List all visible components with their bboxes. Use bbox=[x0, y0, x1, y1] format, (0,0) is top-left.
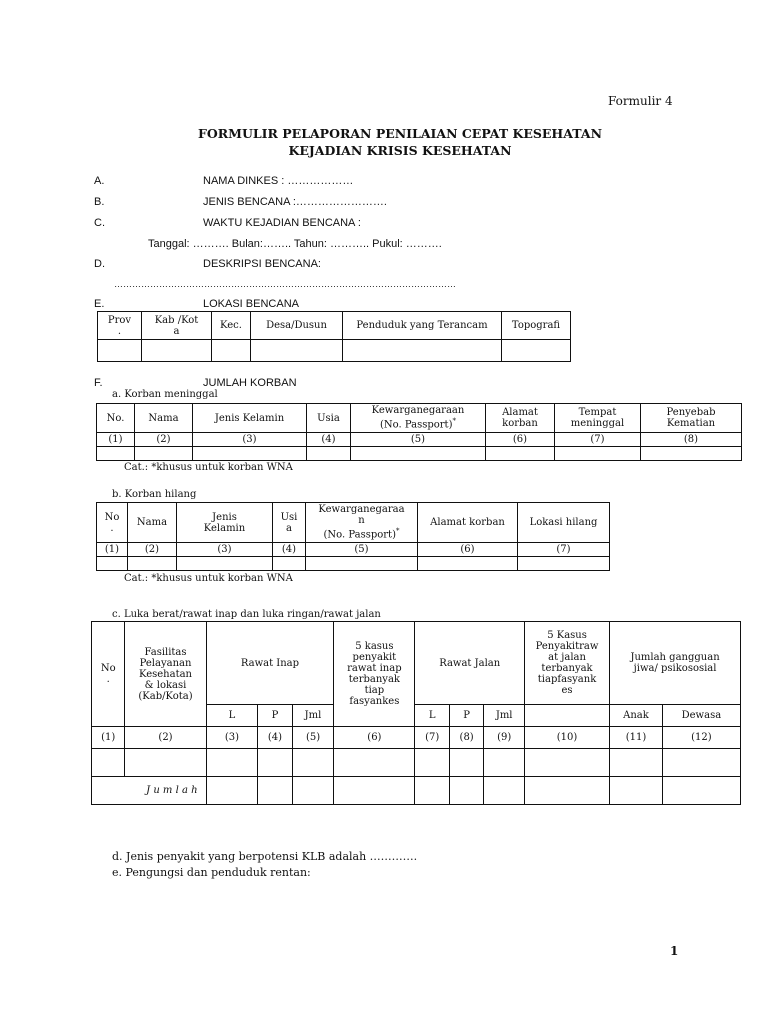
table-cell[interactable] bbox=[212, 340, 251, 362]
column-number: (5) bbox=[306, 543, 418, 557]
header-gangguan-jiwa: Jumlah gangguan jiwa/ psikososial bbox=[610, 622, 741, 705]
column-number: (5) bbox=[292, 727, 334, 749]
section-d-dotted-line: …………………………………………………………………………………………………… bbox=[114, 279, 456, 289]
section-a-letter: A. bbox=[94, 175, 105, 187]
header-no: No. bbox=[97, 404, 135, 433]
table-cell[interactable] bbox=[206, 749, 258, 777]
column-number: (8) bbox=[641, 433, 742, 447]
section-e-letter: E. bbox=[94, 298, 105, 310]
table-cell[interactable] bbox=[415, 749, 449, 777]
section-b-label: JENIS BENCANA :……………………. bbox=[203, 196, 387, 208]
header-alamat: Alamat korban bbox=[486, 404, 555, 433]
section-f-letter: F. bbox=[94, 377, 103, 389]
table-cell[interactable] bbox=[449, 749, 483, 777]
table-cell[interactable] bbox=[251, 340, 343, 362]
table-cell[interactable] bbox=[92, 749, 125, 777]
subheader-p: P bbox=[258, 705, 292, 727]
column-number: (12) bbox=[662, 727, 740, 749]
table-luka bbox=[91, 621, 741, 805]
subheader-blank bbox=[524, 705, 609, 727]
column-number: (10) bbox=[524, 727, 609, 749]
header-penduduk: Penduduk yang Terancam bbox=[343, 312, 502, 340]
header-lokasi-hilang: Lokasi hilang bbox=[518, 503, 610, 543]
subheader-jml: Jml bbox=[484, 705, 525, 727]
table-cell[interactable] bbox=[307, 447, 351, 461]
subheader-p: P bbox=[449, 705, 483, 727]
column-number: (4) bbox=[258, 727, 292, 749]
subheader-jml: Jml bbox=[292, 705, 334, 727]
table-cell[interactable] bbox=[518, 557, 610, 571]
subsection-c-label: c. Luka berat/rawat inap dan luka ringan/rawat jalan bbox=[112, 609, 381, 620]
header-kewarganegaraan: Kewarganegaraa n (No. Passport)* bbox=[306, 503, 418, 543]
header-desa-dusun: Desa/Dusun bbox=[251, 312, 343, 340]
column-number: (11) bbox=[610, 727, 663, 749]
column-number: (2) bbox=[128, 543, 177, 557]
footnote-mark: * bbox=[452, 417, 456, 426]
subsection-d-label: d. Jenis penyakit yang berpotensi KLB adalah …………. bbox=[112, 850, 418, 863]
header-no: No . bbox=[92, 622, 125, 727]
header-nama: Nama bbox=[128, 503, 177, 543]
column-number: (8) bbox=[449, 727, 483, 749]
table-cell[interactable] bbox=[484, 749, 525, 777]
header-kewarganegaraan: Kewarganegaraan (No. Passport)* bbox=[351, 404, 486, 433]
table-cell[interactable] bbox=[415, 777, 449, 805]
column-number: (3) bbox=[193, 433, 307, 447]
section-e-label: LOKASI BENCANA bbox=[203, 298, 299, 310]
title-line-2: KEJADIAN KRISIS KESEHATAN bbox=[288, 143, 512, 158]
column-number: (4) bbox=[307, 433, 351, 447]
column-number: (9) bbox=[484, 727, 525, 749]
title-line-1: FORMULIR PELAPORAN PENILAIAN CEPAT KESEHATAN bbox=[198, 126, 602, 141]
column-number: (5) bbox=[351, 433, 486, 447]
table-cell[interactable] bbox=[306, 557, 418, 571]
header-no: No . bbox=[97, 503, 128, 543]
column-number: (4) bbox=[273, 543, 306, 557]
header-rawat-inap: Rawat Inap bbox=[206, 622, 334, 705]
section-c-letter: C. bbox=[94, 217, 105, 229]
table-cell[interactable] bbox=[610, 749, 663, 777]
column-number: (3) bbox=[177, 543, 273, 557]
section-c-label: WAKTU KEJADIAN BENCANA : bbox=[203, 217, 361, 229]
section-d-label: DESKRIPSI BENCANA: bbox=[203, 258, 321, 270]
table-cell[interactable] bbox=[343, 340, 502, 362]
table-cell[interactable] bbox=[449, 777, 483, 805]
column-number: (6) bbox=[486, 433, 555, 447]
table-cell[interactable] bbox=[334, 749, 415, 777]
table-cell[interactable] bbox=[142, 340, 212, 362]
table-cell[interactable] bbox=[641, 447, 742, 461]
section-d-letter: D. bbox=[94, 258, 105, 270]
table-cell[interactable] bbox=[555, 447, 641, 461]
table-cell[interactable] bbox=[502, 340, 571, 362]
table-cell[interactable] bbox=[292, 749, 334, 777]
subsection-e-label: e. Pengungsi dan penduduk rentan: bbox=[112, 866, 311, 879]
table-cell[interactable] bbox=[177, 557, 273, 571]
header-alamat: Alamat korban bbox=[418, 503, 518, 543]
header-nama: Nama bbox=[135, 404, 193, 433]
section-b-letter: B. bbox=[94, 196, 105, 208]
table-lokasi-bencana bbox=[97, 311, 571, 362]
header-prov: Prov . bbox=[98, 312, 142, 340]
subsection-a-label: a. Korban meninggal bbox=[112, 389, 218, 400]
column-number: (2) bbox=[125, 727, 206, 749]
table-cell[interactable] bbox=[610, 777, 663, 805]
column-number: (7) bbox=[555, 433, 641, 447]
column-number: (2) bbox=[135, 433, 193, 447]
column-number: (7) bbox=[415, 727, 449, 749]
column-number: (7) bbox=[518, 543, 610, 557]
section-f-label: JUMLAH KORBAN bbox=[203, 377, 297, 389]
header-5-kasus-inap: 5 kasus penyakit rawat inap terbanyak tiap fasyankes bbox=[334, 622, 415, 727]
table-cell[interactable] bbox=[662, 777, 740, 805]
header-kec: Kec. bbox=[212, 312, 251, 340]
header-penyebab: Penyebab Kematian bbox=[641, 404, 742, 433]
table-cell[interactable] bbox=[206, 777, 258, 805]
table-cell[interactable] bbox=[524, 777, 609, 805]
table-cell[interactable] bbox=[193, 447, 307, 461]
table-cell[interactable] bbox=[125, 749, 206, 777]
section-c-detail: Tanggal: ………. Bulan:…….. Tahun: ……….. Pukul: ………. bbox=[148, 238, 442, 250]
jumlah-label: J u m l a h bbox=[92, 777, 207, 805]
table-cell[interactable] bbox=[486, 447, 555, 461]
header-5-kasus-jalan: 5 Kasus Penyakitraw at jalan terbanyak tiapfasyank es bbox=[524, 622, 609, 705]
subheader-l: L bbox=[415, 705, 449, 727]
header-jenis-kelamin: Jenis Kelamin bbox=[193, 404, 307, 433]
table-cell[interactable] bbox=[334, 777, 415, 805]
table-cell[interactable] bbox=[484, 777, 525, 805]
table-cell[interactable] bbox=[128, 557, 177, 571]
column-number: (6) bbox=[334, 727, 415, 749]
column-number: (1) bbox=[97, 543, 128, 557]
subheader-dewasa: Dewasa bbox=[662, 705, 740, 727]
column-number: (1) bbox=[92, 727, 125, 749]
note-korban-meninggal: Cat.: *khusus untuk korban WNA bbox=[124, 462, 293, 473]
table-cell[interactable] bbox=[662, 749, 740, 777]
page-number: 1 bbox=[670, 944, 679, 958]
note-korban-hilang: Cat.: *khusus untuk korban WNA bbox=[124, 573, 293, 584]
footnote-mark: * bbox=[395, 527, 400, 536]
table-cell[interactable] bbox=[97, 557, 128, 571]
column-number: (1) bbox=[97, 433, 135, 447]
header-usia: Usi a bbox=[273, 503, 306, 543]
column-number: (3) bbox=[206, 727, 258, 749]
table-cell[interactable] bbox=[258, 777, 292, 805]
header-usia: Usia bbox=[307, 404, 351, 433]
table-cell[interactable] bbox=[273, 557, 306, 571]
header-fasilitas: Fasilitas Pelayanan Kesehatan & lokasi (Kab/Kota) bbox=[125, 622, 206, 727]
section-a-label: NAMA DINKES : ……………… bbox=[203, 175, 354, 187]
subheader-anak: Anak bbox=[610, 705, 663, 727]
table-korban-hilang bbox=[96, 502, 610, 571]
table-cell[interactable] bbox=[351, 447, 486, 461]
header-kab-kota: Kab /Kot a bbox=[142, 312, 212, 340]
table-cell[interactable] bbox=[292, 777, 334, 805]
header-rawat-jalan: Rawat Jalan bbox=[415, 622, 525, 705]
header-tempat: Tempat meninggal bbox=[555, 404, 641, 433]
table-cell[interactable] bbox=[258, 749, 292, 777]
column-number: (6) bbox=[418, 543, 518, 557]
header-jenis-kelamin: Jenis Kelamin bbox=[177, 503, 273, 543]
table-cell[interactable] bbox=[524, 749, 609, 777]
subheader-l: L bbox=[206, 705, 258, 727]
table-cell[interactable] bbox=[135, 447, 193, 461]
header-topografi: Topografi bbox=[502, 312, 571, 340]
form-number: Formulir 4 bbox=[608, 94, 673, 108]
table-cell[interactable] bbox=[418, 557, 518, 571]
table-cell[interactable] bbox=[98, 340, 142, 362]
table-cell[interactable] bbox=[97, 447, 135, 461]
subsection-b-label: b. Korban hilang bbox=[112, 489, 197, 500]
table-korban-meninggal bbox=[96, 403, 742, 461]
